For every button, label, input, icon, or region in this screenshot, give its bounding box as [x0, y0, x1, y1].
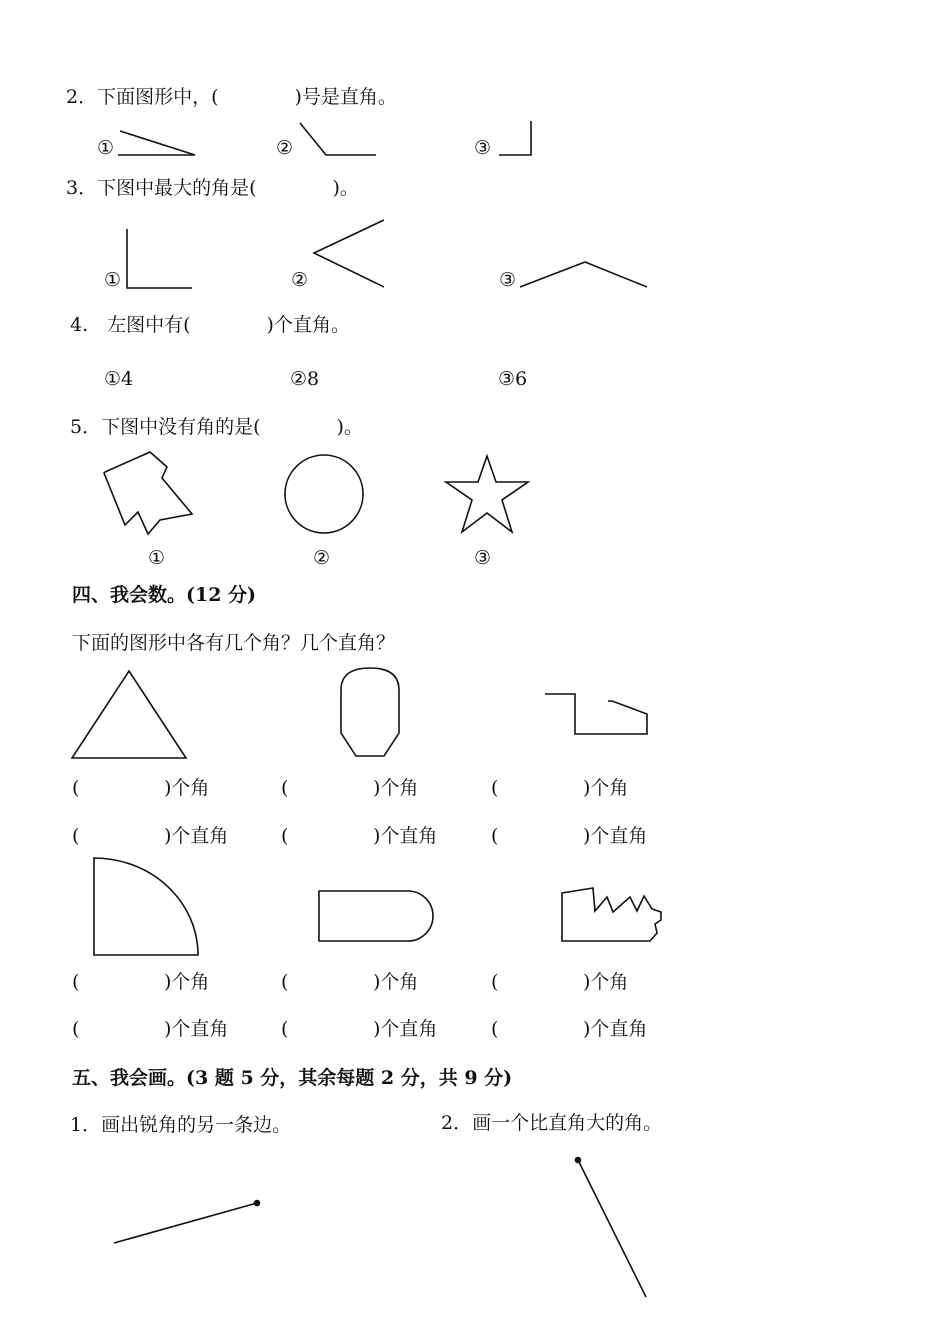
count-1-right-angle-open: ( [72, 825, 80, 847]
count-6-angle-open: ( [491, 971, 499, 993]
question-5-text: 5．下图中没有角的是( )。 [70, 416, 363, 438]
section-5-question-2: 2．画一个比直角大的角。 [441, 1112, 663, 1134]
question-4-text: 4. 左图中有( )个直角。 [70, 314, 350, 336]
count-3-right-angle-suffix: )个直角 [583, 825, 648, 847]
count-1-right-angle-suffix: )个直角 [164, 825, 229, 847]
q4-option-3: ③6 [498, 368, 528, 390]
q3-option-1-label: ① [104, 269, 122, 291]
count-3-right-angle-open: ( [491, 825, 499, 847]
question-3-text: 3．下图中最大的角是( )。 [66, 177, 359, 199]
count-4-right-angle-suffix: )个直角 [164, 1018, 229, 1040]
q2-option-2-label: ② [276, 137, 294, 159]
count-1-angle-suffix: )个角 [164, 777, 210, 799]
q5-option-1-label: ① [148, 547, 166, 569]
question-2-text: 2．下面图形中，( )号是直角。 [66, 86, 397, 108]
obtuse-angle-vertex [576, 1158, 581, 1163]
count-5-right-angle-open: ( [281, 1018, 289, 1040]
acute-angle-given-side [114, 1203, 257, 1243]
count-4-right-angle-open: ( [72, 1018, 80, 1040]
count-2-angle-open: ( [281, 777, 289, 799]
obtuse-angle-given-side [578, 1160, 646, 1297]
count-6-angle-suffix: )个角 [583, 971, 629, 993]
section-4-heading: 四、我会数。(12 分) [72, 584, 257, 606]
count-3-angle-suffix: )个角 [583, 777, 629, 799]
section-5-heading: 五、我会画。(3 题 5 分，其余每题 2 分，共 9 分) [72, 1067, 513, 1089]
count-4-angle-suffix: )个角 [164, 971, 210, 993]
q4-option-2: ②8 [290, 368, 320, 390]
count-1-angle-open: ( [72, 777, 80, 799]
count-5-angle-suffix: )个角 [373, 971, 419, 993]
count-5-angle-open: ( [281, 971, 289, 993]
acute-angle-vertex [255, 1201, 260, 1206]
count-2-right-angle-open: ( [281, 825, 289, 847]
section-4-instruction: 下面的图形中各有几个角？几个直角？ [72, 632, 396, 654]
q5-option-2-label: ② [313, 547, 331, 569]
q3-option-2-label: ② [291, 269, 309, 291]
q3-option-3-label: ③ [499, 269, 517, 291]
q2-option-3-label: ③ [474, 137, 492, 159]
q2-option-1-label: ① [97, 137, 115, 159]
count-5-right-angle-suffix: )个直角 [373, 1018, 438, 1040]
count-2-angle-suffix: )个角 [373, 777, 419, 799]
q4-option-1: ①4 [104, 368, 134, 390]
count-6-right-angle-open: ( [491, 1018, 499, 1040]
section-5-question-1: 1．画出锐角的另一条边。 [70, 1114, 292, 1136]
count-4-angle-open: ( [72, 971, 80, 993]
count-2-right-angle-suffix: )个直角 [373, 825, 438, 847]
q5-option-3-label: ③ [474, 547, 492, 569]
count-6-right-angle-suffix: )个直角 [583, 1018, 648, 1040]
count-3-angle-open: ( [491, 777, 499, 799]
